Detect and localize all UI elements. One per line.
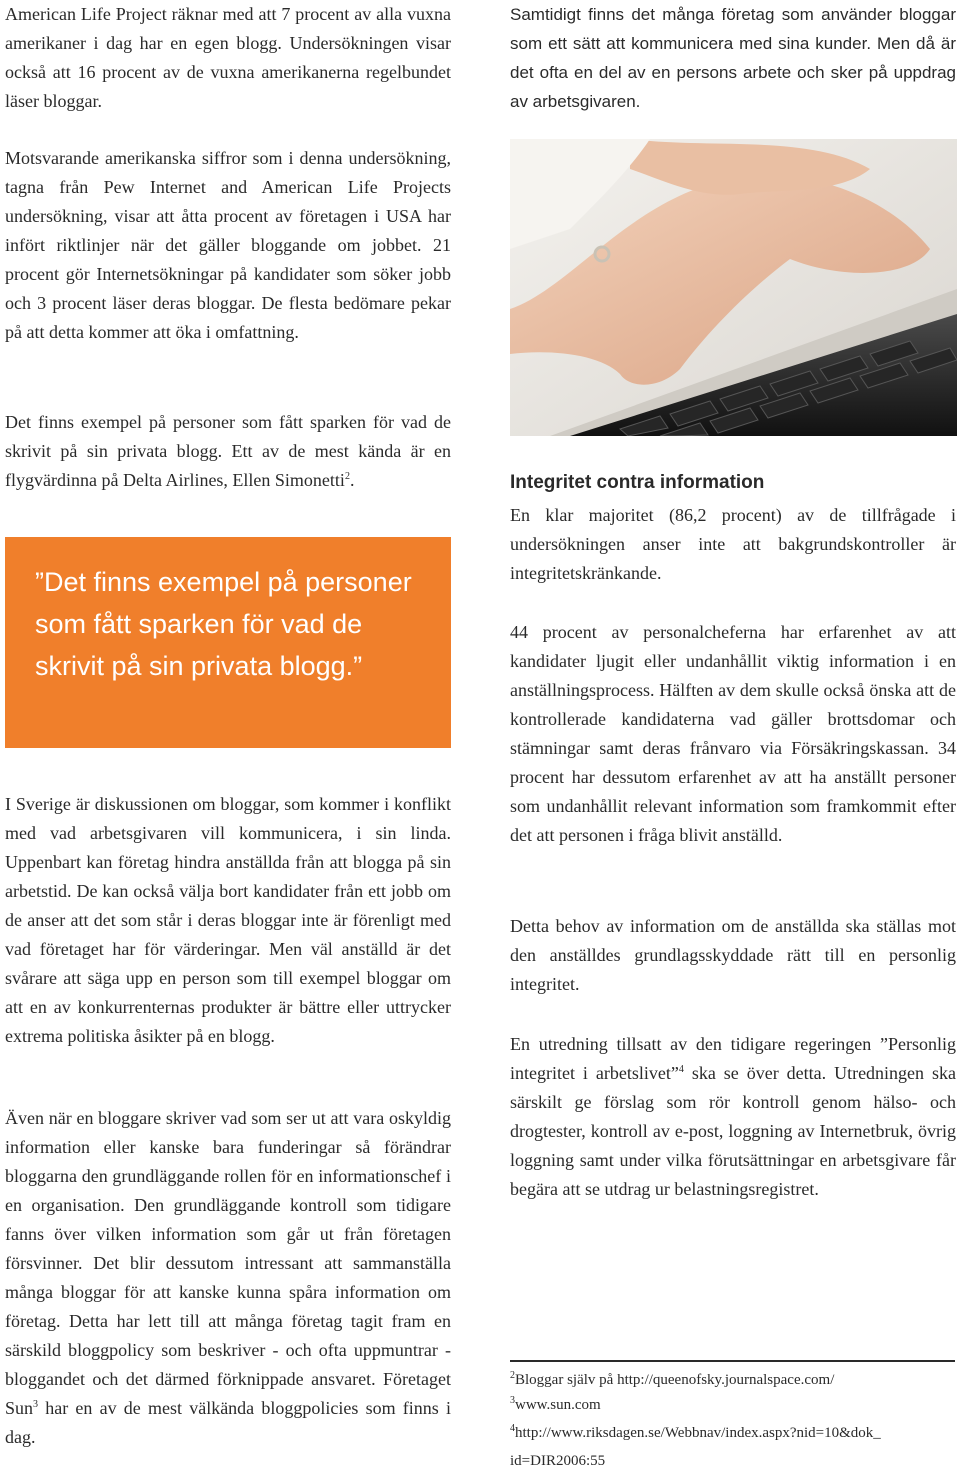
footnote-number: 4: [510, 1423, 515, 1434]
pull-quote-box: [5, 537, 451, 748]
footnote-text: http://www.riksdagen.se/Webbnav/index.aspx?nid=10&dok_: [515, 1425, 881, 1441]
fired-text: Det finns exempel på personer som fått sparken för vad de skrivit på sin privata blogg. Ett av de mest kända är en flygvärdinna på Delta Airlines, Ellen Simonetti: [5, 412, 451, 490]
paragraph-companies-blogging: Samtidigt finns det många företag som använder bloggar som ett sätt att kommunicera med sina kunder. Men då är det ofta en del av en persons arbete och sker på uppdrag av arbetsgivaren.: [510, 5, 956, 111]
footnote-divider: [510, 1360, 955, 1362]
footnote-text: Bloggar själv på http://queenofsky.journalspace.com/: [515, 1372, 835, 1388]
paragraph-integrity-need: Detta behov av information om de anställda ska ställas mot den anställdes grundlagsskyddade rätt till en personlig integritet.: [510, 916, 956, 994]
inquiry-text: En utredning tillsatt av den tidigare regeringen ”Personlig integritet i arbetslivet”: [510, 1034, 956, 1083]
footnote-text: id=DIR2006:55: [510, 1453, 606, 1469]
paragraph-sweden-discussion: I Sverige är diskussionen om bloggar, som kommer i konflikt med vad arbetsgivaren vill kommunicera, i sin linda. Uppenbart kan företag hindra anställda från att blogga på sin arbetstid. De kan också välja bort kandidater från ett jobb om de anser att det som står i deras bloggar inte är förenligt med vad företaget har för värderingar. Men väl anställd är det svårare att säga upp en person som till exempel bloggar om att en av konkurrenternas produkter är bättre eller uttrycker extrema politiska åsikter på en blogg.: [5, 794, 451, 1046]
footnote-2: [510, 1368, 834, 1392]
paragraph-fired-examples: [5, 408, 451, 495]
section-heading: Integritet contra information: [510, 472, 765, 493]
footnote-text: www.sun.com: [515, 1397, 601, 1413]
blog-policy-text: Även när en bloggare skriver vad som ser ut att vara oskyldig information eller kanske bara funderingar så förändrar bloggarna den grundläggande rollen för en informationschef i en organisation. Den grundläggande kontroll som tidigare fanns över vilken information som går ut från företagen försvinner. Det blir dessutom intressant att sammanställa många bloggar för att kanske kunna spåra information om företag. Detta har lett till att många företag tagit fram en särskild bloggpolicy som beskriver - och ofta uppmuntrar - bloggandet och det därmed förknippade ansvaret. Företaget Sun: [5, 1108, 451, 1418]
fired-text-end: .: [349, 470, 355, 490]
paragraph-majority: En klar majoritet (86,2 procent) av de tillfrågade i undersökningen anser inte att bakgrundskontroller är integritetskränkande.: [510, 505, 956, 583]
footnote-4-continued: [510, 1449, 605, 1473]
blog-policy-text-end: har en av de mest välkända bloggpolicies som finns i dag.: [5, 1398, 451, 1447]
paragraph-blog-policy: [5, 1104, 451, 1452]
footnote-4: [510, 1421, 881, 1445]
paragraph-pew-statistics: American Life Project räknar med att 7 procent av alla vuxna amerikaner i dag har en egen blogg. Undersökningen visar också att 16 procent av de vuxna amerikanerna regelbundet läser bloggar.: [5, 4, 451, 111]
inquiry-text-end: ska se över detta. Utredningen ska särskilt ge förslag som rör kontroll genom hälso- och drogtester, kontroll av e-post, loggning av Internetbruk, övrig loggning samt under vilka förutsättningar en arbetsgivare får begära att se utdrag ur belastningsregistret.: [510, 1063, 956, 1199]
keyboard-typing-photo: [510, 139, 957, 436]
footnote-ref-2: 2: [344, 471, 350, 482]
paragraph-us-companies: Motsvarande amerikanska siffror som i denna undersökning, tagna från Pew Internet and American Life Projects undersökning, visar att åtta procent av företagen i USA har infört riktlinjer när det gäller bloggande om jobbet. 21 procent gör Internetsökningar på kandidater som söker jobb och 3 procent läser deras bloggar. De flesta bedömare pekar på att detta kommer att öka i omfattning.: [5, 148, 451, 342]
paragraph-hr-managers: 44 procent av personalcheferna har erfarenhet av att kandidater ljugit eller undanhållit viktig information i en anställningsprocess. Hälften av dem skulle också önska att de kontrollerade kandidaterna vad gäller brottsdomar och stämningar samt deras frånvaro via Försäkringskassan. 34 procent har dessutom erfarenhet av att ha anställt personer som undanhållit relevant information som framkommit efter det att personen i fråga blivit anställd.: [510, 622, 956, 845]
footnote-number: 3: [510, 1395, 515, 1406]
footnote-number: 2: [510, 1370, 515, 1381]
footnote-ref-3: 3: [33, 1399, 39, 1410]
paragraph-government-inquiry: [510, 1030, 956, 1204]
footnote-3: [510, 1393, 601, 1417]
pull-quote-text: ”Det finns exempel på personer som fått sparken för vad de skrivit på sin privata blogg.”: [35, 567, 412, 681]
footnote-ref-4: 4: [678, 1064, 684, 1075]
